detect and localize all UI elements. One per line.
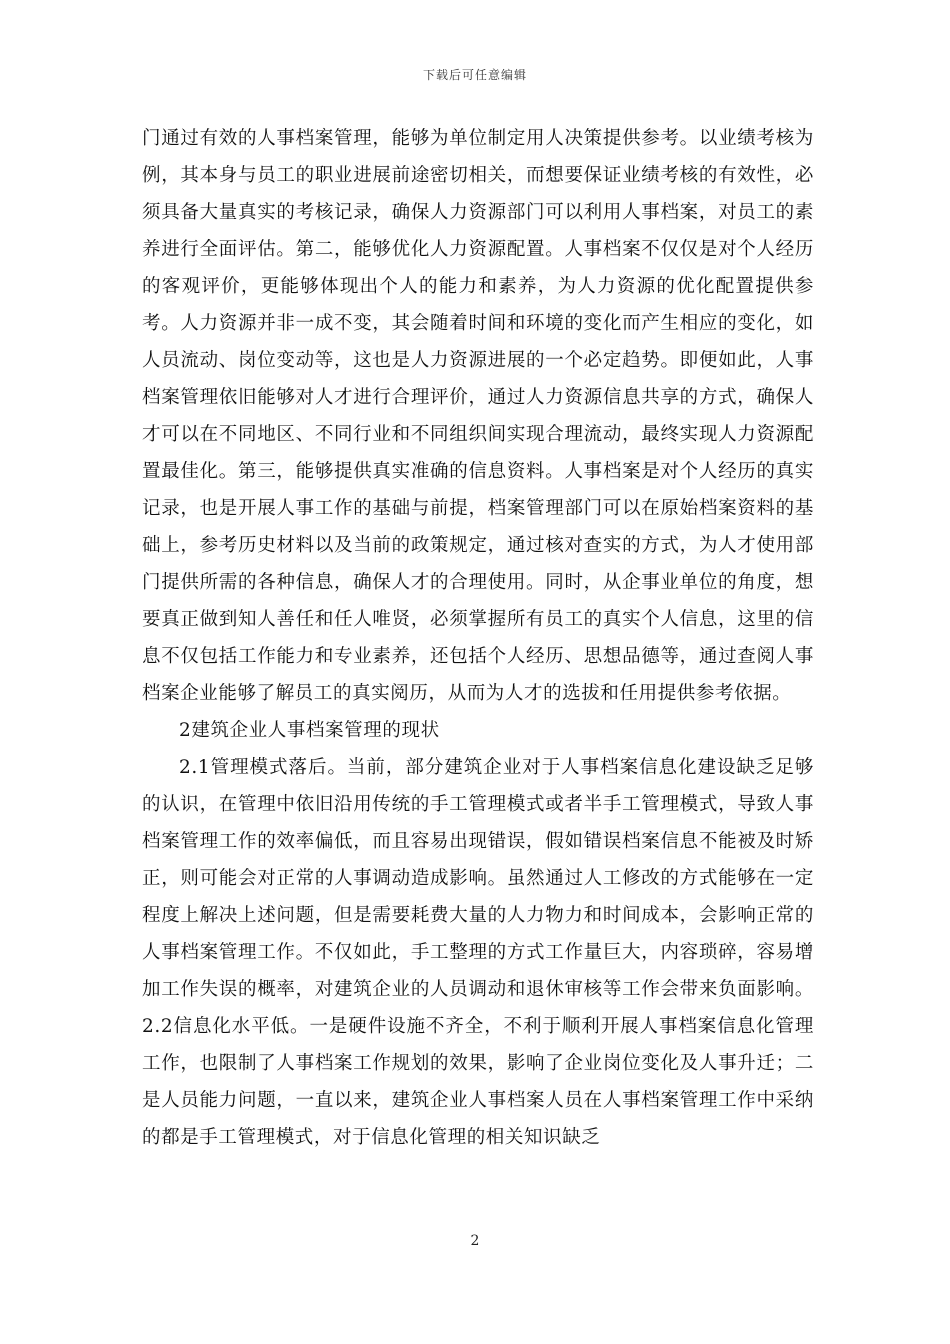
document-body <box>142 120 814 1156</box>
body-paragraph: 门通过有效的人事档案管理，能够为单位制定用人决策提供参考。以业绩考核为例，其本身与员工的职业进展前途密切相关，而想要保证业绩考核的有效性，必须具备大量真实的考核记录，确保人力资源部门可以利用人事档案，对员工的素养进行全面评估。第二，能够优化人力资源配置。人事档案不仅仅是对个人经历的客观评价，更能够体现出个人的能力和素养，为人力资源的优化配置提供参考。人力资源并非一成不变，其会随着时间和环境的变化而产生相应的变化，如人员流动、岗位变动等，这也是人力资源进展的一个必定趋势。即便如此，人事档案管理依旧能够对人才进行合理评价，通过人力资源信息共享的方式，确保人才可以在不同地区、不同行业和不同组织间实现合理流动，最终实现人力资源配置最佳化。第三，能够提供真实准确的信息资料。人事档案是对个人经历的真实记录，也是开展人事工作的基础与前提，档案管理部门可以在原始档案资料的基础上，参考历史材料以及当前的政策规定，通过核对查实的方式，为人才使用部门提供所需的各种信息，确保人才的合理使用。同时，从企事业单位的角度，想要真正做到知人善任和任人唯贤，必须掌握所有员工的真实个人信息，这里的信息不仅包括工作能力和专业素养，还包括个人经历、思想品德等，通过查阅人事档案企业能够了解员工的真实阅历，从而为人才的选拔和任用提供参考依据。 <box>142 128 814 704</box>
page-header-note: 下载后可任意编辑 <box>422 68 527 82</box>
page-number: 2 <box>470 1233 480 1249</box>
body-paragraph: 2.1管理模式落后。当前，部分建筑企业对于人事档案信息化建设缺乏足够的认识，在管理中依旧沿用传统的手工管理模式或者半手工管理模式，导致人事档案管理工作的效率偏低，而且容易出现错误，假如错误档案信息不能被及时矫正，则可能会对正常的人事调动造成影响。虽然通过人工修改的方式能够在一定程度上解决上述问题，但是需要耗费大量的人力物力和时间成本，会影响正常的人事档案管理工作。不仅如此，手工整理的方式工作量巨大，内容琐碎，容易增加工作失误的概率，对建筑企业的人员调动和退休审核等工作会带来负面影响。2.2信息化水平低。一是硬件设施不齐全，不利于顺利开展人事档案信息化管理工作，也限制了人事档案工作规划的效果，影响了企业岗位变化及人事升迁；二是人员能力问题，一直以来，建筑企业人事档案人员在人事档案管理工作中采纳的都是手工管理模式，对于信息化管理的相关知识缺乏 <box>142 757 814 1148</box>
section-heading: 2建筑企业人事档案管理的现状 <box>179 720 440 741</box>
